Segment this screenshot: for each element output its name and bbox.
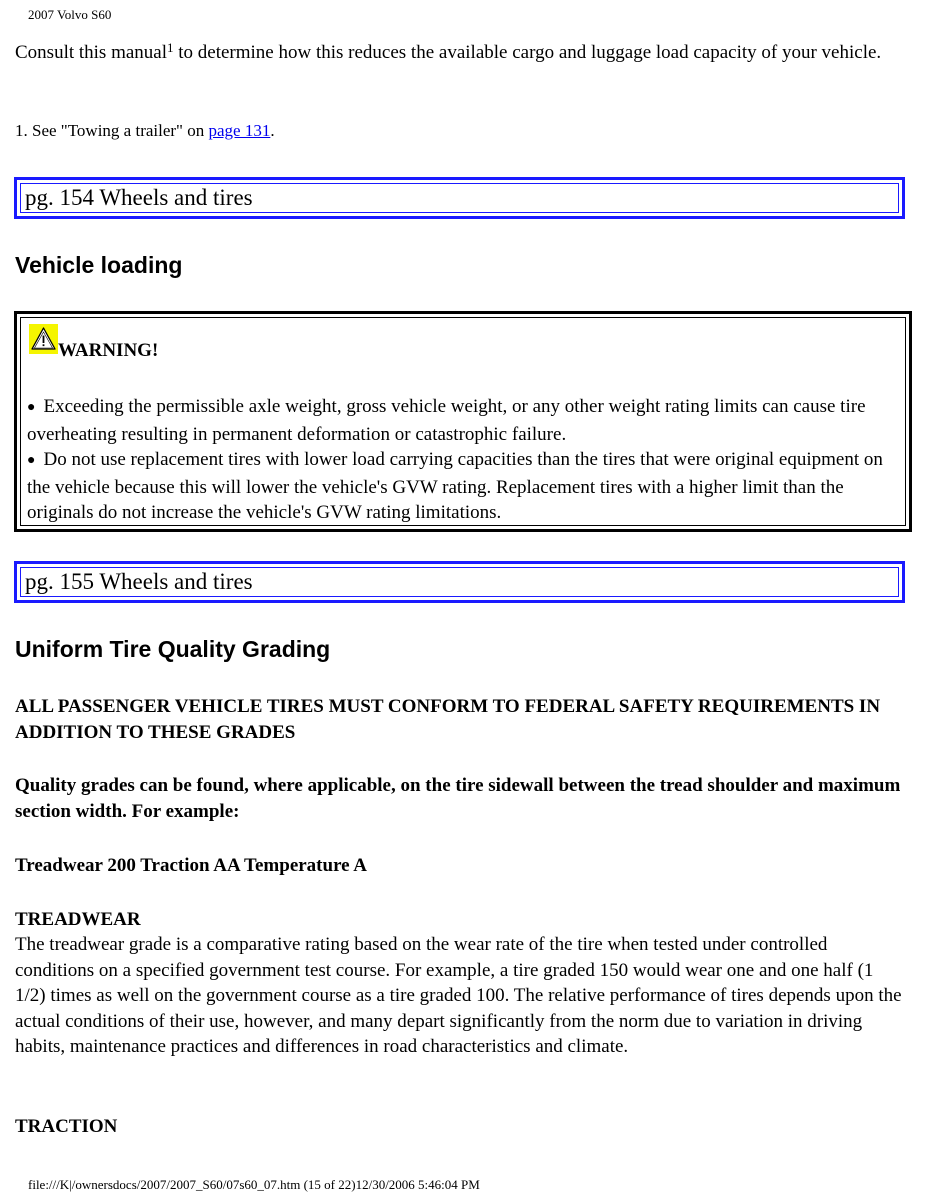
page-marker-155 [14,561,905,603]
page-marker-label: pg. 155 Wheels and tires [25,569,253,594]
treadwear-paragraph: The treadwear grade is a comparative rating based on the wear rate of the tire when tested under controlled conditions on a specified government test course. For example, a tire graded 150 would wear one and one half (1 1/2) times as well on the government course as a tire graded 100. The relative performance of tires depends upon the actual conditions of their use, however, and many depart significantly from the norm due to variation in driving habits, maintenance practices and differences in road characteristics and climate. [15,934,902,1057]
intro-paragraph [15,40,905,66]
footnote-end: . [270,121,275,140]
document-header: 2007 Volvo S60 [28,7,112,22]
caps-notice: ALL PASSENGER VEHICLE TIRES MUST CONFORM TO FEDERAL SAFETY REQUIREMENTS IN ADDITION TO THESE GRADES [15,696,881,743]
footnote-ref: 1 [167,40,174,55]
warning-title: WARNING! [58,340,159,361]
warning-triangle-icon [29,324,58,354]
traction-heading: TRACTION [15,1116,118,1137]
page-marker-label: pg. 154 Wheels and tires [25,185,253,210]
warning-bullet-text: Do not use replacement tires with lower load carrying capacities than the tires that were original equipment on the vehicle because this will lower the vehicle's GVW rating. Replacement tires with a higher limit than the originals do not increase the vehicle's GVW rating limitations. [27,449,883,523]
heading-utqg: Uniform Tire Quality Grading [15,636,331,662]
warning-bullets [27,394,895,526]
heading-vehicle-loading: Vehicle loading [15,252,183,278]
warning-box [14,311,912,532]
intro-text: Consult this manual [15,42,167,63]
footnote-text: 1. See "Towing a trailer" on [15,121,209,140]
grade-example: Treadwear 200 Traction AA Temperature A [15,855,368,876]
bullet-icon: ● [27,400,36,415]
intro-text-rest: to determine how this reduces the available cargo and luggage load capacity of your vehicle. [173,42,882,63]
quality-grades-paragraph: Quality grades can be found, where applicable, on the tire sidewall between the tread shoulder and maximum section width. For example: [15,775,901,822]
warning-triangle-svg [29,324,58,354]
bullet-icon: ● [27,453,36,468]
warning-bullet-text: Exceeding the permissible axle weight, gross vehicle weight, or any other weight rating limits can cause tire overheating resulting in permanent deformation or catastrophic failure. [27,396,866,445]
document-footer: file:///K|/ownersdocs/2007/2007_S60/07s60_07.htm (15 of 22)12/30/2006 5:46:04 PM [28,1177,480,1192]
treadwear-heading: TREADWEAR [15,909,141,930]
warning-bullet [27,447,895,526]
warning-bullet [27,394,895,447]
page-131-link[interactable]: page 131 [208,121,271,140]
footnote [15,121,275,141]
page-marker-154 [14,177,905,219]
